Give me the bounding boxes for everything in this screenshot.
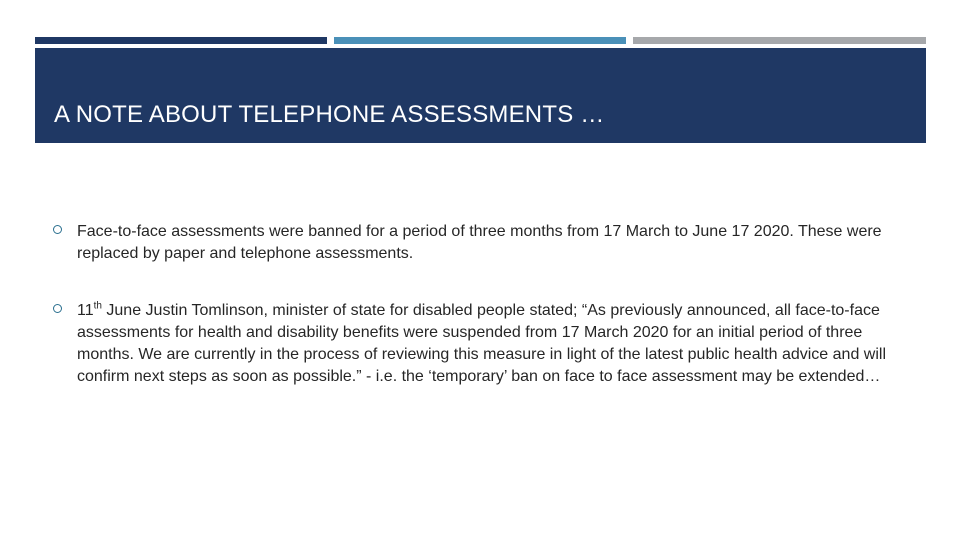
bullet-prefix: 11 bbox=[77, 302, 94, 319]
bullet-text bbox=[77, 300, 913, 388]
circle-bullet-icon bbox=[53, 225, 62, 234]
accent-bar-light-blue bbox=[334, 37, 626, 44]
bullet-item bbox=[53, 221, 913, 265]
bullet-body: June Justin Tomlinson, minister of state for disabled people stated; “As previously announced, all face-to-face assessments for health and disability benefits were suspended from 17 March 2020 for an initial period of three months. We are currently in the process of reviewing this measure in light of the latest public health advice and will confirm next steps as soon as possible.” - i.e. the ‘temporary’ ban on face to face assessment may be extended… bbox=[77, 302, 886, 385]
slide-title: A NOTE ABOUT TELEPHONE ASSESSMENTS … bbox=[54, 101, 605, 128]
accent-bar-dark-blue bbox=[35, 37, 327, 44]
circle-bullet-icon bbox=[53, 304, 62, 313]
bullet-item bbox=[53, 300, 913, 388]
bullet-text: Face-to-face assessments were banned for a period of three months from 17 March to June 17 2020. These were replaced by paper and telephone assessments. bbox=[77, 223, 882, 262]
accent-bar-gray bbox=[633, 37, 926, 44]
bullet-list bbox=[53, 221, 913, 423]
ordinal-superscript: th bbox=[93, 300, 102, 312]
title-band bbox=[35, 48, 926, 143]
